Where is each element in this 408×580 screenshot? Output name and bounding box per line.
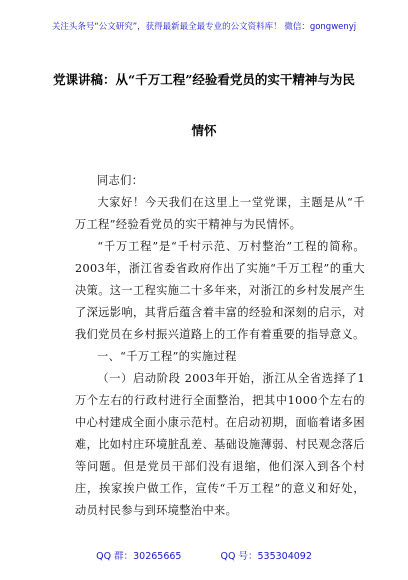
paragraph-background: “千万工程”是“千村示范、万村整治”工程的简称。2003年，浙江省委省政府作出了实施“千万工程”的重大决策。这一工程实施二十多年来，对浙江的乡村发展产生了深远影响，其背后蕴含着丰富的经验和深刻的启示，对我们党员在乡村振兴道路上的工作有着重要的指导意义。: [75, 240, 365, 341]
footer-contact: [0, 548, 408, 562]
greeting: 同志们：: [97, 174, 144, 187]
footer-qq-number: QQ 号：535304092: [220, 551, 312, 562]
header-promo-note: 关注头条号“公文研究”，获得最新最全最专业的公文资料库！ 微信：gongwenyj: [51, 22, 357, 32]
document-title-line-1: 党课讲稿：从“千万工程”经验看党员的实干精神与为民: [53, 72, 355, 87]
footer-qq-group: QQ 群：30265665: [96, 551, 182, 562]
section-heading: 一、“千万工程”的实施过程: [97, 350, 237, 363]
paragraph-launch-phase: （一）启动阶段 2003年开始，浙江从全省选择了1万个左右的行政村进行全面整治，把其中1000个左右的中心村建成全面小康示范村。在启动初期，面临着诸多困难，比如村庄环境脏乱差、基础设施薄弱、村民观念落后等问题。但是党员干部们没有退缩，他们深入到各个村庄，挨家挨户做工作，宣传“千万工程”的意义和好处，动员村民参与到环境整治中来。: [75, 372, 365, 517]
paragraph-intro: 大家好！今天我们在这里上一堂党课，主题是从“千万工程”经验看党员的实干精神与为民情怀。: [75, 196, 365, 231]
document-title-line-2: 情怀: [191, 123, 217, 138]
